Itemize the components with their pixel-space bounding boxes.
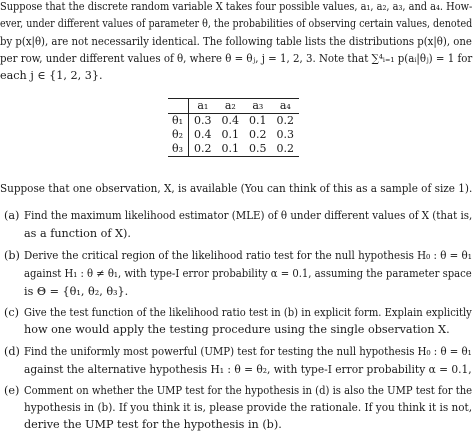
distribution-table <box>168 98 296 157</box>
table-cell: 0.1 <box>221 128 240 141</box>
question-line: how one would apply the testing procedure using the single observation X. <box>24 323 450 336</box>
question-label: (e) <box>4 384 20 397</box>
question-line: Give the test function of the likelihood ratio test in (b) in explicit form. Explain explicitly <box>24 306 472 319</box>
table-cell: 0.4 <box>194 128 212 141</box>
question-line: Derive the critical region of the likelihood ratio test for the null hypothesis H₀ : θ = θ₁ <box>24 249 472 262</box>
question-line: as a function of X). <box>24 227 131 240</box>
question-line: Comment on whether the UMP test for the hypothesis in (d) is also the UMP test for the <box>24 384 473 397</box>
table-cell: 0.2 <box>276 142 295 155</box>
question-label: (d) <box>4 345 20 358</box>
table-row <box>168 128 299 142</box>
row-label: θ₃ <box>168 142 189 157</box>
table-header-row <box>168 99 299 114</box>
question-label: (c) <box>4 306 19 319</box>
table-row <box>168 142 299 157</box>
table-cell: 0.2 <box>276 114 295 127</box>
table-cell: 0.4 <box>221 114 240 127</box>
intro-line-1: Suppose that the discrete random variable X takes four possible values, a₁, a₂, a₃, and a₄. How- <box>0 0 473 13</box>
table-header-a3: a₃ <box>252 99 264 112</box>
row-label: θ₁ <box>168 114 189 129</box>
question-label: (b) <box>4 249 20 262</box>
intro-line-4: per row, under different values of θ, where θ = θⱼ, j = 1, 2, 3. Note that ∑⁴ᵢ₌₁ p(aᵢ|θⱼ) = 1 for <box>0 52 473 65</box>
table-cell: 0.1 <box>221 142 240 155</box>
question-line: against H₁ : θ ≠ θ₁, with type-I error probability α = 0.1, assuming the parameter space <box>24 267 472 280</box>
table-row <box>168 114 299 129</box>
table-cell: 0.3 <box>276 128 295 141</box>
row-label: θ₂ <box>168 128 189 142</box>
intro-line-2: ever, under different values of parameter θ, the probabilities of observing certain values, denoted <box>0 17 473 30</box>
intro-line-5: each j ∈ {1, 2, 3}. <box>0 69 103 82</box>
question-label: (a) <box>4 209 20 222</box>
question-line: Find the uniformly most powerful (UMP) test for testing the null hypothesis H₀ : θ = θ₁ <box>24 345 472 358</box>
table-cell: 0.5 <box>249 142 267 155</box>
question-line: Find the maximum likelihood estimator (MLE) of θ under different values of X (that is, <box>24 209 473 222</box>
question-line: hypothesis in (b). If you think it is, please provide the rationale. If you think it is not, <box>24 401 473 414</box>
table-cell: 0.2 <box>249 128 267 141</box>
intro-line-3: by p(x|θ), are not necessarily identical. The following table lists the distributions p(x|θ), one <box>0 35 472 48</box>
table-header-a4: a₄ <box>279 99 291 112</box>
table-cell: 0.2 <box>194 142 212 155</box>
question-line: derive the UMP test for the hypothesis in (b). <box>24 418 282 431</box>
question-line: against the alternative hypothesis H₁ : θ = θ₂, with type-I error probability α = 0.1, <box>24 363 472 376</box>
table-corner <box>168 99 189 114</box>
observation-sentence: Suppose that one observation, X, is available (You can think of this as a sample of size 1). <box>0 182 473 195</box>
table-header-a2: a₂ <box>224 99 236 112</box>
table-cell: 0.1 <box>249 114 267 127</box>
table-header-a1: a₁ <box>197 99 209 112</box>
table-cell: 0.3 <box>194 114 212 127</box>
question-line: is Θ = {θ₁, θ₂, θ₃}. <box>24 285 129 298</box>
